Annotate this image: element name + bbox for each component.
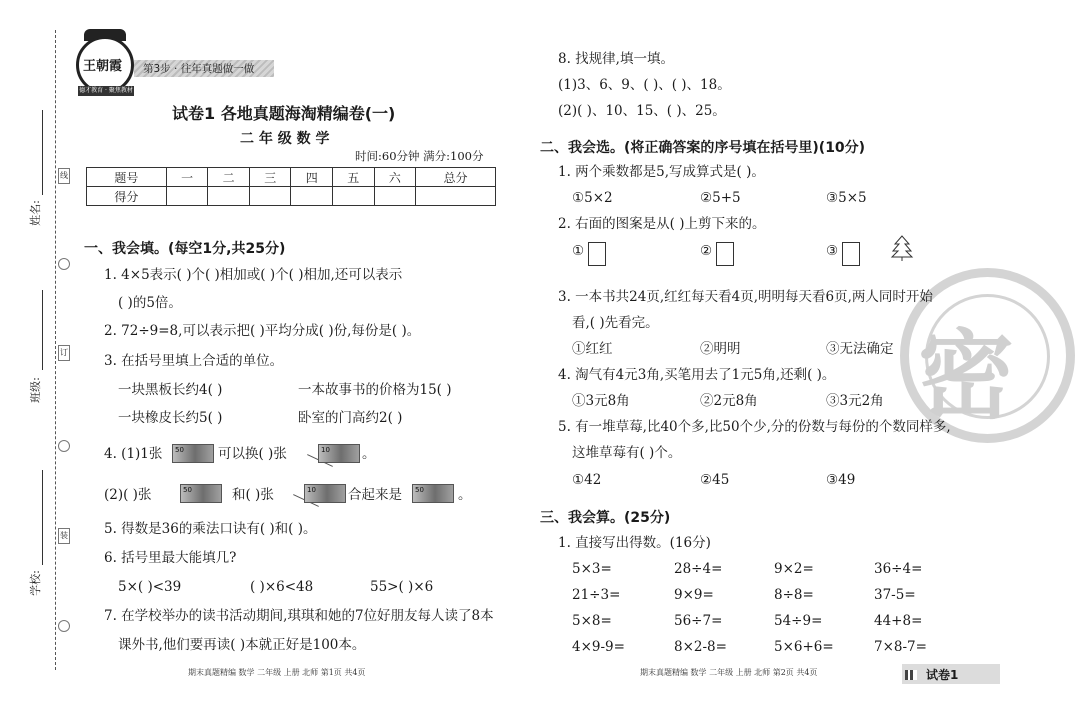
score-cell[interactable]	[416, 187, 496, 206]
score-cell[interactable]	[166, 187, 208, 206]
s2-q5-opt3: ③49	[826, 472, 856, 488]
binding-dot	[58, 258, 70, 270]
calc-item: 44+8=	[874, 613, 923, 629]
q4-1a: 4. (1)1张	[104, 446, 163, 462]
name-label: 姓名:	[28, 200, 42, 226]
calc-item: 9×2=	[774, 561, 814, 577]
calc-item: 56÷7=	[674, 613, 723, 629]
tab-grid-icon	[905, 670, 917, 680]
q4-2b: 和( )张	[232, 487, 274, 503]
s2-q3-opt2: ②明明	[700, 341, 741, 357]
s2-q4-opt2: ②2元8角	[700, 393, 758, 409]
score-table-row	[87, 187, 496, 206]
calc-item: 7×8-7=	[874, 639, 927, 655]
s3-q1: 1. 直接写出得数。(16分)	[558, 535, 711, 551]
s2-q5-opt2: ②45	[700, 472, 730, 488]
section2-heading: 二、我会选。(将正确答案的序号填在括号里)(10分)	[540, 140, 866, 156]
binding-marker-zhuang: 装	[58, 528, 70, 544]
class-input-line[interactable]	[42, 290, 43, 370]
s2-q2-opt2: ②	[700, 243, 713, 259]
calc-item: 4×9-9=	[572, 639, 625, 655]
folded-paper-icon	[588, 242, 606, 266]
score-cell[interactable]	[291, 187, 333, 206]
s2-q2-opt3: ③	[826, 243, 839, 259]
calc-item: 21÷3=	[572, 587, 621, 603]
name-input-line[interactable]	[42, 110, 43, 195]
table-header-cell: 总分	[416, 168, 496, 187]
watermark-text: 密	[918, 320, 1014, 432]
q6-c: 55>( )×6	[370, 579, 434, 595]
binding-dashed-line	[55, 30, 56, 670]
section3-heading: 三、我会算。(25分)	[540, 510, 671, 526]
school-label: 学校:	[28, 570, 42, 596]
q4-1b: 可以换( )张	[218, 446, 287, 462]
score-cell[interactable]	[333, 187, 375, 206]
q1-line1: 1. 4×5表示( )个( )相加或( )个( )相加,还可以表示	[104, 267, 403, 283]
banknote-50-image	[172, 444, 214, 463]
calc-item: 8×2-8=	[674, 639, 727, 655]
folded-paper-icon	[716, 242, 734, 266]
binding-marker-ding: 订	[58, 345, 70, 361]
footer-left: 期末真题精编 数学 二年级 上册 北师 第1页 共4页	[188, 668, 366, 677]
q6: 6. 括号里最大能填几?	[104, 550, 237, 566]
footer-right: 期末真题精编 数学 二年级 上册 北师 第2页 共4页	[640, 668, 818, 677]
table-header-cell: 五	[333, 168, 375, 187]
q4-1c: 。	[362, 446, 376, 462]
section1-heading: 一、我会填。(每空1分,共25分)	[84, 241, 286, 257]
s2-q4: 4. 淘气有4元3角,买笔用去了1元5角,还剩( )。	[558, 367, 836, 383]
score-table-header-row	[87, 168, 496, 187]
binding-marker-line: 线	[58, 168, 70, 184]
binding-dot	[58, 620, 70, 632]
q8-1: (1)3、6、9、( )、( )、18。	[558, 77, 731, 93]
q1-line2: ( )的5倍。	[118, 295, 182, 311]
class-label: 班级:	[28, 377, 42, 403]
calc-item: 9×9=	[674, 587, 714, 603]
q3-b: 一本故事书的价格为15( )	[298, 382, 452, 398]
note-value: 50	[183, 486, 192, 494]
s2-q2-opt1: ①	[572, 243, 585, 259]
score-cell[interactable]	[249, 187, 291, 206]
calc-item: 28÷4=	[674, 561, 723, 577]
s2-q3-opt1: ①红红	[572, 341, 613, 357]
s2-q2: 2. 右面的图案是从( )上剪下来的。	[558, 216, 766, 232]
time-score: 时间:60分钟 满分:100分	[355, 149, 484, 163]
note-value: 10	[307, 486, 316, 494]
school-input-line[interactable]	[42, 470, 43, 565]
q4-2c: 合起来是	[348, 487, 402, 503]
q3-c: 一块橡皮长约5( )	[118, 410, 223, 426]
s2-q5-opt1: ①42	[572, 472, 602, 488]
banknote-50-image	[412, 484, 454, 503]
s2-q3-line1: 3. 一本书共24页,红红每天看4页,明明每天看6页,两人同时开始	[558, 289, 933, 305]
q4-2a: (2)( )张	[104, 487, 152, 503]
logo-ribbon: 德才教育 · 聚焦教材	[79, 87, 133, 94]
s2-q1-opt2: ②5+5	[700, 190, 741, 206]
note-value: 50	[415, 486, 424, 494]
logo-text: 王朝霞	[83, 59, 123, 74]
table-header-cell: 三	[249, 168, 291, 187]
q8: 8. 找规律,填一填。	[558, 51, 674, 67]
table-header-cell: 四	[291, 168, 333, 187]
folded-paper-icon	[842, 242, 860, 266]
table-header-cell: 一	[166, 168, 208, 187]
score-table	[86, 167, 496, 206]
banknote-10-image	[318, 444, 360, 463]
score-row-label: 得分	[87, 187, 167, 206]
q6-a: 5×( )<39	[118, 579, 182, 595]
banknote-50-image	[180, 484, 222, 503]
q4-2d: 。	[458, 487, 472, 503]
note-value: 50	[175, 446, 184, 454]
calc-item: 36÷4=	[874, 561, 923, 577]
table-header-cell: 题号	[87, 168, 167, 187]
binding-dot	[58, 440, 70, 452]
tree-pattern-icon	[891, 235, 913, 261]
s2-q4-opt3: ③3元2角	[826, 393, 884, 409]
table-header-cell: 六	[374, 168, 416, 187]
s2-q1-opt1: ①5×2	[572, 190, 613, 206]
q7-line1: 7. 在学校举办的读书活动期间,琪琪和她的7位好朋友每人读了8本	[104, 608, 494, 624]
note-value: 10	[321, 446, 330, 454]
paper-title: 试卷1 各地真题海淘精编卷(一)	[172, 104, 396, 123]
s2-q3-line2: 看,( )先看完。	[572, 315, 659, 331]
s2-q1-opt3: ③5×5	[826, 190, 867, 206]
q3: 3. 在括号里填上合适的单位。	[104, 353, 284, 369]
s2-q5-line2: 这堆草莓有( )个。	[572, 445, 682, 461]
q3-a: 一块黑板长约4( )	[118, 382, 223, 398]
calc-item: 5×3=	[572, 561, 612, 577]
calc-item: 5×6+6=	[774, 639, 834, 655]
q3-d: 卧室的门高约2( )	[298, 410, 403, 426]
q6-b: ( )×6<48	[250, 579, 314, 595]
calc-item: 54÷9=	[774, 613, 823, 629]
calc-item: 8÷8=	[774, 587, 814, 603]
s2-q3-opt3: ③无法确定	[826, 341, 894, 357]
q7-line2: 课外书,他们要再读( )本就正好是100本。	[118, 637, 366, 653]
paper-tab-label: 试卷1	[926, 668, 959, 682]
q8-2: (2)( )、10、15、( )、25。	[558, 103, 726, 119]
score-cell[interactable]	[208, 187, 250, 206]
s2-q1: 1. 两个乘数都是5,写成算式是( )。	[558, 164, 765, 180]
calc-item: 5×8=	[572, 613, 612, 629]
table-header-cell: 二	[208, 168, 250, 187]
s2-q4-opt1: ①3元8角	[572, 393, 630, 409]
score-cell[interactable]	[374, 187, 416, 206]
q5: 5. 得数是36的乘法口诀有( )和( )。	[104, 521, 317, 537]
step-label: 第3步 · 往年真题做一做	[143, 63, 255, 75]
banknote-10-image	[304, 484, 346, 503]
q2: 2. 72÷9=8,可以表示把( )平均分成( )份,每份是( )。	[104, 323, 421, 339]
paper-subtitle: 二 年 级 数 学	[240, 131, 330, 147]
s2-q5-line1: 5. 有一堆草莓,比40个多,比50个少,分的份数与每份的个数同样多,	[558, 419, 951, 435]
calc-item: 37-5=	[874, 587, 916, 603]
